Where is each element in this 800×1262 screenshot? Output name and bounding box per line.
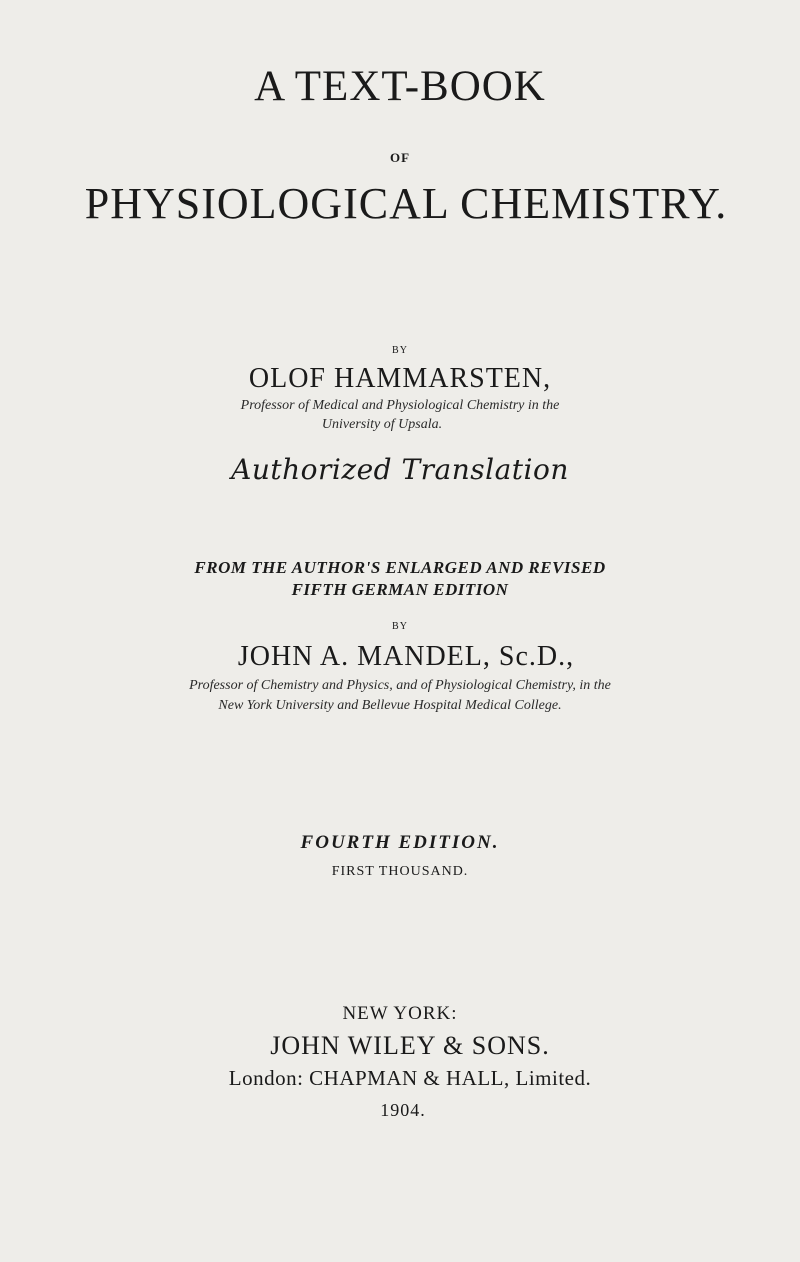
author-role-line-2: University of Upsala.: [321, 417, 443, 432]
translator-role-line-2: New York University and Bellevue Hospital Medical College.: [218, 698, 562, 713]
author-role-line-1: Professor of Medical and Physiological Chemistry in the: [240, 398, 560, 413]
translation-heading: Authorized Translation: [231, 453, 569, 486]
translator-name: JOHN A. MANDEL, Sc.D.,: [237, 641, 575, 672]
imprint-london: London: CHAPMAN & HALL, Limited.: [228, 1066, 592, 1090]
translation-source-line-2: FIFTH GERMAN EDITION: [291, 580, 509, 599]
printing-label: FIRST THOUSAND.: [331, 864, 469, 879]
translator-by-label: BY: [392, 621, 408, 632]
author-by-label: BY: [392, 345, 408, 356]
imprint-publisher: JOHN WILEY & SONS.: [270, 1031, 550, 1060]
author-name: OLOF HAMMARSTEN,: [248, 363, 552, 394]
imprint-city: NEW YORK:: [342, 1003, 458, 1024]
imprint-year: 1904.: [380, 1100, 426, 1120]
translation-source-line-1: FROM THE AUTHOR'S ENLARGED AND REVISED: [194, 558, 606, 577]
translator-role-line-1: Professor of Chemistry and Physics, and of Physiological Chemistry, in the: [189, 678, 611, 693]
book-subject: PHYSIOLOGICAL CHEMISTRY.: [84, 179, 728, 228]
edition-label: FOURTH EDITION.: [300, 832, 500, 853]
title-connector: OF: [389, 150, 411, 165]
book-title: A TEXT-BOOK: [254, 63, 546, 110]
